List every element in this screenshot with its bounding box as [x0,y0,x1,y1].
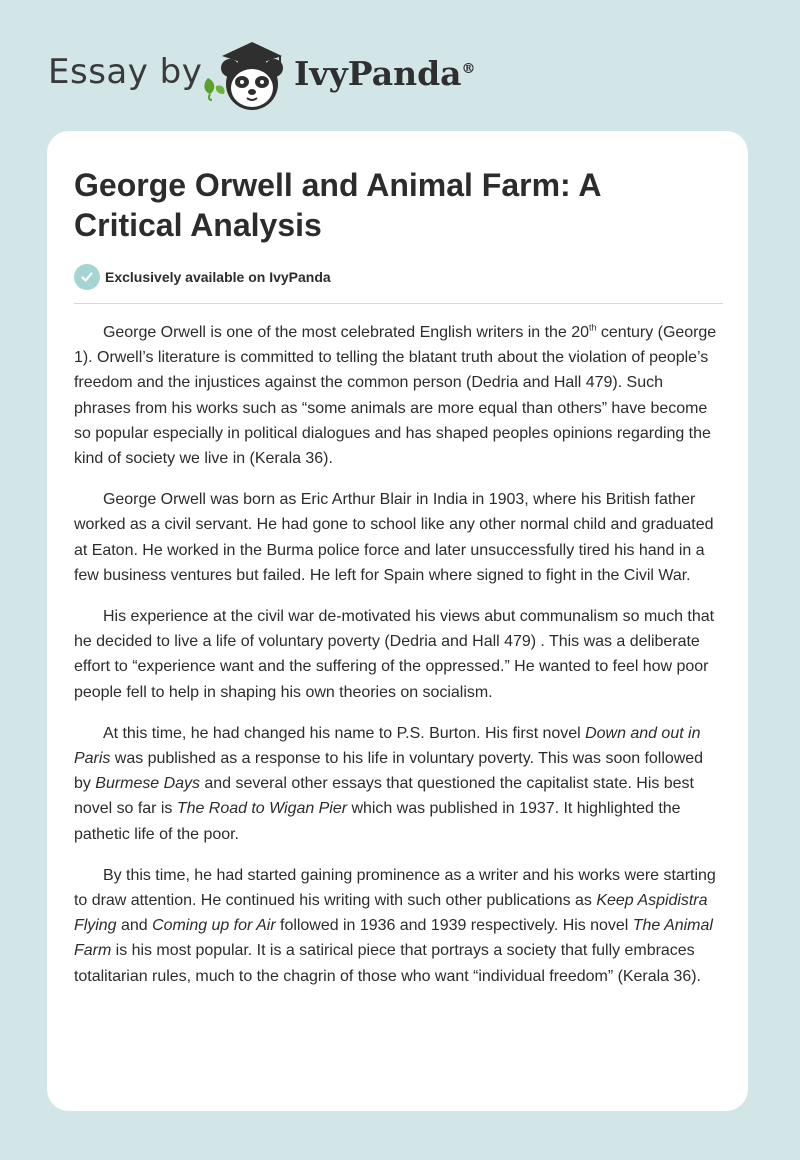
paragraph-text: was published as a response to his life in voluntary poverty. This was soon followed by [74,750,704,793]
paragraph-text: followed in 1936 and 1939 respectively. His novel [275,917,633,935]
paragraph-text: George Orwell is one of the most celebrated English writers in the 20 [103,324,589,341]
essay-body [74,320,724,1005]
essay-paragraph [74,320,724,471]
brand-name[interactable] [294,54,476,93]
book-title: Burmese Days [95,775,200,793]
book-title: The Road to Wigan Pier [176,800,348,818]
essay-paragraph [74,604,724,705]
brand-text: IvyPanda [294,54,462,93]
essay-paragraph [74,487,724,588]
paragraph-text: century (George 1). Orwell’s literature is committed to telling the blatant truth about the violation of people’s freedom and the injustices against the common person (Dedria and Hall 479). Such phrases from his works such as “some animals are more equal than others” have become so popular especially in political dialogues and has shaped peoples opinions regarding the kind of society we live in (Kerala 36). [74,324,717,468]
page-title: George Orwell and Animal Farm: A Critical Analysis [74,167,601,243]
exclusive-badge [74,264,331,290]
paragraph-text: is his most popular. It is a satirical piece that portrays a society that fully embraces totalitarian rules, much to the chagrin of those who want “individual freedom” (Kerala 36). [74,942,701,985]
book-title: Keep Aspidistra Flying [74,892,708,935]
divider [74,303,723,304]
paragraph-text: and [116,917,153,935]
book-title: Down and out in Paris [74,724,701,768]
leaf-icon [204,78,224,100]
paragraph-text: which was published in 1937. It highlighted the pathetic life of the poor. [74,800,681,843]
panda-graduate-icon[interactable] [200,34,296,114]
exclusive-label: Exclusively available on IvyPanda [105,269,331,285]
registered-mark: ® [461,61,476,77]
paragraph-text: George Orwell was born as Eric Arthur Blair in India in 1903, where his British father worked as a civil servant. He had gone to school like any other normal child and graduated at Eaton. He worked in the Burma police force and later unsuccessfully tired his hand in a few business ventures but failed. He left for Spain where signed to fight in the Civil War. [74,491,714,584]
superscript: th [588,322,597,333]
check-circle-icon [74,264,100,290]
site-header [48,34,508,114]
book-title: The Animal Farm [74,917,713,960]
paragraph-text: His experience at the civil war de-motivated his views abut communalism so much that he decided to live a life of voluntary poverty (Dedria and Hall 479) . This was a deliberate effort to “experience want and the suffering of the oppressed.” He wanted to feel how poor people fell to help in shaping his own theories on socialism. [74,608,715,701]
essay-paragraph [74,721,724,847]
paragraph-text: By this time, he had started gaining prominence as a writer and his works were starting to draw attention. He continued his writing with such other publications as [74,866,716,910]
book-title: Coming up for Air [152,917,276,935]
paragraph-text: and several other essays that questioned the capitalist state. His best novel so far is [74,775,694,818]
essay-paragraph [74,863,724,989]
paragraph-text: At this time, he had changed his name to P.S. Burton. His first novel [103,724,586,742]
essay-by-label: Essay by [48,52,203,92]
essay-card [47,131,748,1111]
